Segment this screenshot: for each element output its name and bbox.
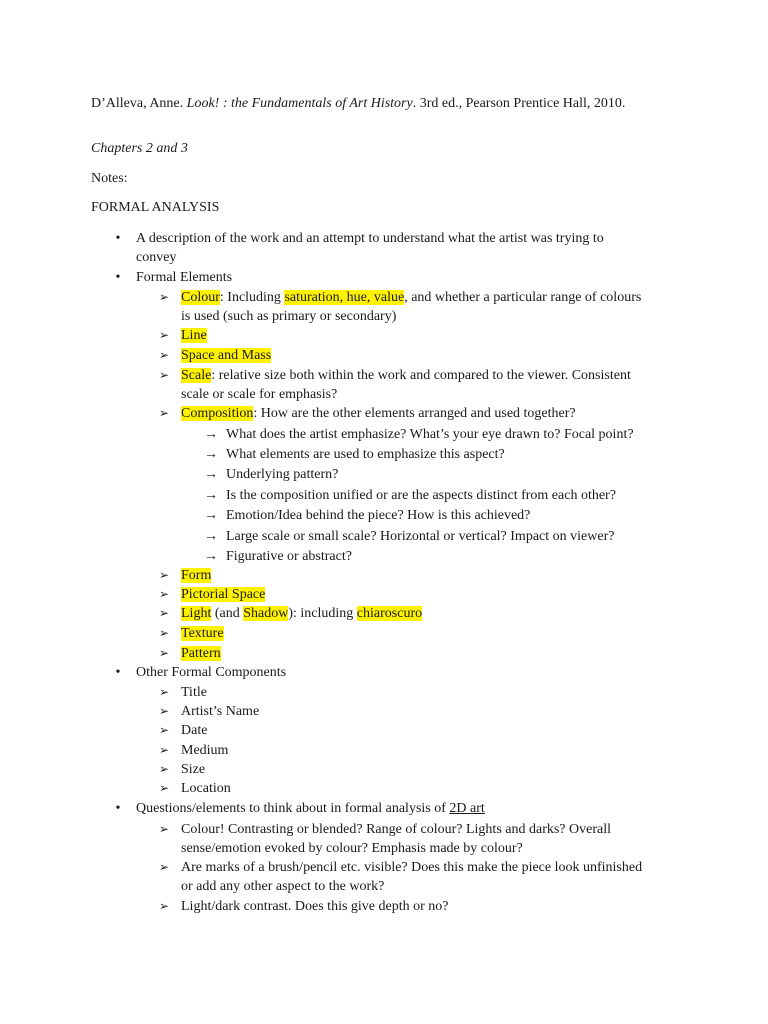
other-components-label: Other Formal Components xyxy=(136,665,287,680)
formal-elements-label: Formal Elements xyxy=(136,270,233,285)
element-pattern: Pattern xyxy=(181,646,221,661)
question-2d: Light/dark contrast. Does this give depth or no? xyxy=(181,899,449,914)
right-arrow-icon: → xyxy=(204,447,218,462)
arrow-bullet-icon: ➢ xyxy=(159,606,170,620)
composition-question: What elements are used to emphasize this aspect? xyxy=(226,447,505,462)
arrow-bullet-icon: ➢ xyxy=(159,685,170,699)
element-texture: Texture xyxy=(181,626,224,641)
composition-question: Emotion/Idea behind the piece? How is this achieved? xyxy=(226,508,531,523)
composition-question: Is the composition unified or are the aspects distinct from each other? xyxy=(226,488,616,503)
description-line-2: convey xyxy=(136,250,177,265)
right-arrow-icon: → xyxy=(204,529,218,544)
right-arrow-icon: → xyxy=(204,508,218,523)
arrow-bullet-icon: ➢ xyxy=(159,626,170,640)
element-colour: Colour: Including saturation, hue, value, and whether a particular range of colours xyxy=(181,290,642,305)
component-item: Size xyxy=(181,762,206,777)
component-item: Date xyxy=(181,723,208,738)
arrow-bullet-icon: ➢ xyxy=(159,860,170,874)
composition-question: Large scale or small scale? Horizontal or vertical? Impact on viewer? xyxy=(226,529,615,544)
arrow-bullet-icon: ➢ xyxy=(159,328,170,342)
arrow-bullet-icon: ➢ xyxy=(159,743,170,757)
element-scale: Scale: relative size both within the work and compared to the viewer. Consistent xyxy=(181,368,631,383)
arrow-bullet-icon: ➢ xyxy=(159,368,170,382)
citation-title: Look! : the Fundamentals of Art History xyxy=(186,96,413,111)
arrow-bullet-icon: ➢ xyxy=(159,568,170,582)
bullet-icon: • xyxy=(115,665,121,680)
section-heading: FORMAL ANALYSIS xyxy=(91,200,220,215)
question-2d-cont: sense/emotion evoked by colour? Emphasis made by colour? xyxy=(181,841,523,856)
arrow-bullet-icon: ➢ xyxy=(159,822,170,836)
citation-author: D’Alleva, Anne. xyxy=(91,96,187,111)
arrow-bullet-icon: ➢ xyxy=(159,348,170,362)
element-composition: Composition: How are the other elements arranged and used together? xyxy=(181,406,576,421)
bullet-icon: • xyxy=(115,231,121,246)
composition-question: What does the artist emphasize? What’s your eye drawn to? Focal point? xyxy=(226,427,634,442)
chapters-line: Chapters 2 and 3 xyxy=(91,141,188,156)
component-item: Medium xyxy=(181,743,229,758)
citation xyxy=(91,94,625,113)
citation-publication: . 3rd ed., Pearson Prentice Hall, 2010. xyxy=(412,96,626,111)
element-space-mass: Space and Mass xyxy=(181,348,272,363)
arrow-bullet-icon: ➢ xyxy=(159,646,170,660)
colour-properties: saturation, hue, value xyxy=(284,290,405,305)
description-line-1: A description of the work and an attempt to understand what the artist was trying to xyxy=(136,231,604,246)
arrow-bullet-icon: ➢ xyxy=(159,762,170,776)
question-2d: Colour! Contrasting or blended? Range of colour? Lights and darks? Overall xyxy=(181,822,611,837)
colour-term: Colour xyxy=(181,290,220,305)
component-item: Title xyxy=(181,685,207,700)
bullet-icon: • xyxy=(115,801,121,816)
element-colour-cont: is used (such as primary or secondary) xyxy=(181,309,397,324)
notes-label: Notes: xyxy=(91,171,128,186)
composition-question: Underlying pattern? xyxy=(226,467,339,482)
element-light: Light (and Shadow): including chiaroscuro xyxy=(181,606,423,621)
right-arrow-icon: → xyxy=(204,427,218,442)
arrow-bullet-icon: ➢ xyxy=(159,899,170,913)
arrow-bullet-icon: ➢ xyxy=(159,781,170,795)
question-2d: Are marks of a brush/pencil etc. visible? Does this make the piece look unfinished xyxy=(181,860,643,875)
element-scale-cont: scale or scale for emphasis? xyxy=(181,387,338,402)
component-item: Location xyxy=(181,781,231,796)
right-arrow-icon: → xyxy=(204,488,218,503)
right-arrow-icon: → xyxy=(204,549,218,564)
arrow-bullet-icon: ➢ xyxy=(159,587,170,601)
question-2d-cont: or add any other aspect to the work? xyxy=(181,879,385,894)
arrow-bullet-icon: ➢ xyxy=(159,290,170,304)
bullet-icon: • xyxy=(115,270,121,285)
2d-art-term: 2D art xyxy=(449,801,485,816)
right-arrow-icon: → xyxy=(204,467,218,482)
element-pictorial-space: Pictorial Space xyxy=(181,587,266,602)
element-form: Form xyxy=(181,568,212,583)
arrow-bullet-icon: ➢ xyxy=(159,704,170,718)
composition-question: Figurative or abstract? xyxy=(226,549,352,564)
questions-2d-label: Questions/elements to think about in formal analysis of 2D art xyxy=(136,801,485,816)
arrow-bullet-icon: ➢ xyxy=(159,723,170,737)
component-item: Artist’s Name xyxy=(181,704,260,719)
element-line: Line xyxy=(181,328,207,343)
arrow-bullet-icon: ➢ xyxy=(159,406,170,420)
